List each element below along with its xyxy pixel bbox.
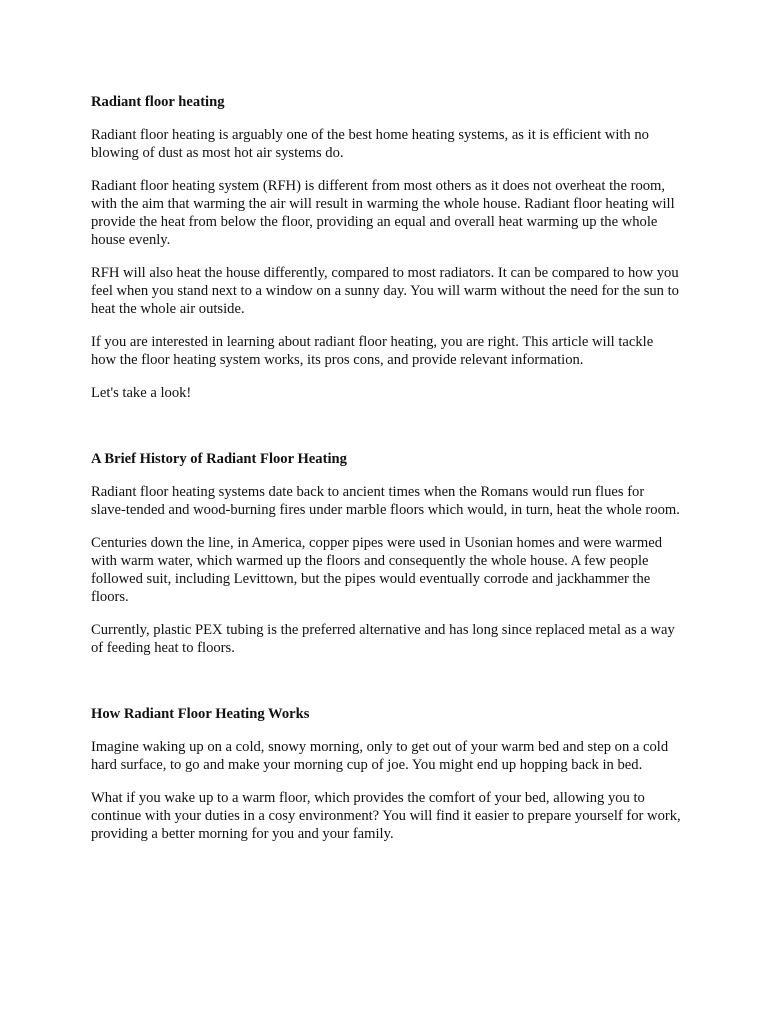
section-spacer: [91, 417, 681, 450]
section-spacer: [91, 672, 681, 705]
paragraph: Let's take a look!: [91, 385, 192, 401]
paragraph: Radiant floor heating system (RFH) is different from most others as it does not overheat the room, with the aim that warming the air will result in warming the whole house. Radiant floor heating will provide the heat from below the floor, providing an equal and overall heat warming up the whole house evenly.: [91, 178, 675, 248]
section-heading: How Radiant Floor Heating Works: [91, 706, 310, 722]
paragraph: If you are interested in learning about radiant floor heating, you are right. This article will tackle how the floor heating system works, its pros cons, and provide relevant information.: [91, 334, 654, 368]
paragraph: Radiant floor heating systems date back to ancient times when the Romans would run flues for slave-tended and wood-burning fires under marble floors which would, in turn, heat the whole room.: [91, 484, 680, 518]
section-how-it-works: [91, 705, 681, 843]
section-history: [91, 450, 681, 657]
paragraph: Currently, plastic PEX tubing is the preferred alternative and has long since replaced metal as a way of feeding heat to floors.: [91, 622, 675, 656]
section-intro: [91, 93, 681, 402]
paragraph: Centuries down the line, in America, copper pipes were used in Usonian homes and were warmed with warm water, which warmed up the floors and consequently the whole house. A few people followed suit, including Levittown, but the pipes would eventually corrode and jackhammer the floors.: [91, 535, 663, 605]
section-heading: A Brief History of Radiant Floor Heating: [91, 451, 347, 467]
document-page: [91, 93, 681, 858]
section-heading: Radiant floor heating: [91, 94, 225, 110]
paragraph: RFH will also heat the house differently, compared to most radiators. It can be compared to how you feel when you stand next to a window on a sunny day. You will warm without the need for the sun to heat the whole air outside.: [91, 265, 679, 317]
paragraph: Imagine waking up on a cold, snowy morning, only to get out of your warm bed and step on a cold hard surface, to go and make your morning cup of joe. You might end up hopping back in bed.: [91, 739, 669, 773]
paragraph: Radiant floor heating is arguably one of the best home heating systems, as it is efficient with no blowing of dust as most hot air systems do.: [91, 127, 649, 161]
paragraph: What if you wake up to a warm floor, which provides the comfort of your bed, allowing you to continue with your duties in a cosy environment? You will find it easier to prepare yourself for work, providing a better morning for you and your family.: [91, 790, 681, 842]
